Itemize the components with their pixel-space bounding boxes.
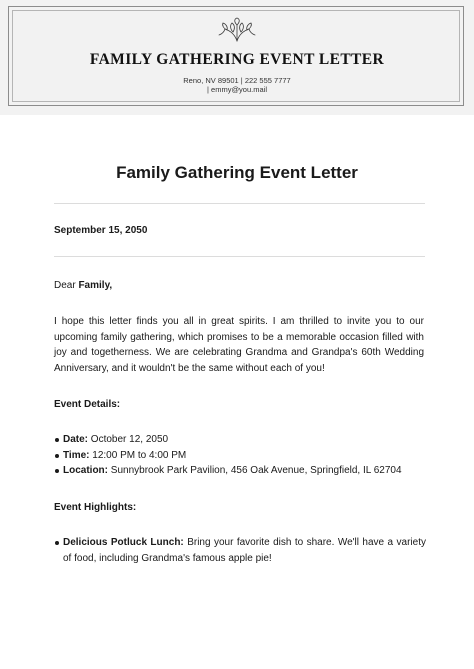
- leaf-ornament-icon: [213, 17, 261, 43]
- highlight-label: Delicious Potluck Lunch:: [63, 537, 184, 548]
- document-title: Family Gathering Event Letter: [116, 163, 358, 182]
- event-details-list: [54, 432, 426, 479]
- detail-value: October 12, 2050: [88, 434, 169, 445]
- detail-label: Time:: [63, 449, 90, 461]
- detail-value: 12:00 PM to 4:00 PM: [89, 449, 187, 461]
- intro-paragraph: I hope this letter finds you all in great spirits. I am thrilled to invite you to our upcoming family gathering, which promises to be a memorable occasion filled with joy and togetherness. We are celebrating Grandma and Grandpa's 60th Wedding Anniversary, and it wouldn't be the same without each of you!: [54, 316, 424, 374]
- salutation: [54, 280, 112, 291]
- divider: [54, 203, 425, 204]
- list-item: [54, 432, 426, 448]
- letterhead: [0, 0, 474, 115]
- salutation-name: Family,: [78, 280, 113, 291]
- letter-date: September 15, 2050: [54, 225, 148, 236]
- detail-label: Date:: [63, 434, 89, 445]
- list-item: [54, 535, 426, 566]
- detail-label: Location:: [63, 465, 108, 476]
- event-highlights-heading: Event Highlights:: [54, 502, 137, 513]
- detail-value: Sunnybrook Park Pavilion, 456 Oak Avenue, Springfield, IL 62704: [108, 465, 402, 476]
- contact-email: | emmy@you.mail: [207, 85, 267, 94]
- event-details-heading: Event Details:: [54, 399, 121, 410]
- list-item: [54, 448, 426, 464]
- company-name: FAMILY GATHERING EVENT LETTER: [89, 51, 385, 68]
- event-highlights-list: [54, 535, 426, 566]
- highlight-value: Bring your favorite dish to share. We'll have a variety of food, including Grandma's famous apple pie!: [63, 537, 426, 564]
- contact-address-phone: Reno, NV 89501 | 222 555 7777: [183, 76, 291, 85]
- salutation-prefix: Dear: [54, 280, 79, 291]
- divider: [54, 256, 425, 257]
- list-item: [54, 463, 426, 479]
